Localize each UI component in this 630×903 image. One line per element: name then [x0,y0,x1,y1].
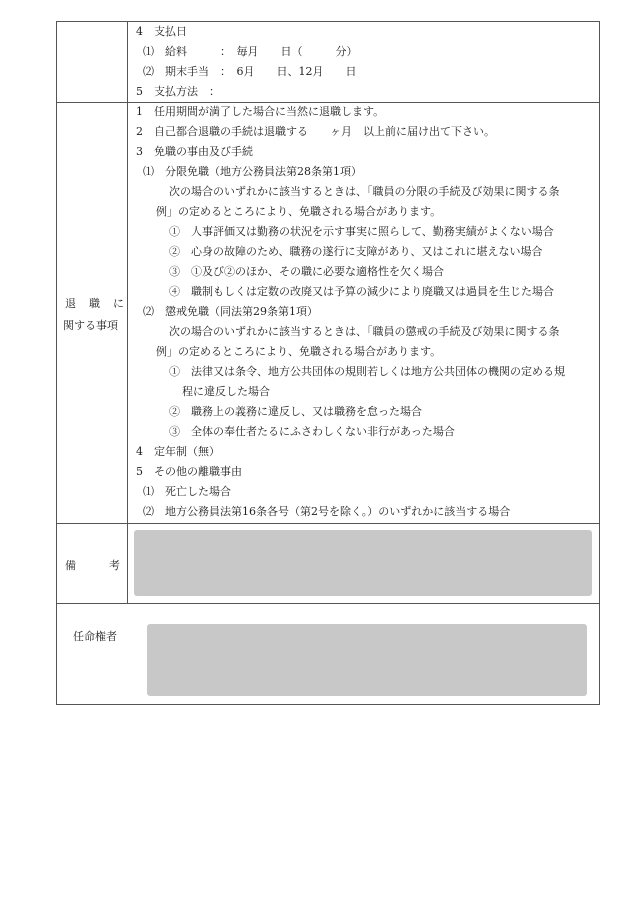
retirement-item: 程に違反した場合 [182,385,270,398]
payment-day-heading: 4 支払日 [136,25,187,38]
retirement-item: ① 人事評価又は勤務の状況を示す事実に照らして、勤務実績がよくない場合 [169,225,554,238]
retirement-item: 2 自己都合退職の手続は退職する ヶ月 以上前に届け出て下さい。 [136,125,495,138]
retirement-item: ③ ①及び②のほか、その職に必要な適格性を欠く場合 [169,265,444,278]
appointer-label: 任命権者 [73,630,117,643]
salary-pay-line: ⑴ 給料 ： 毎月 日（ 分） [143,45,358,58]
row-divider [57,523,599,524]
retirement-item: 例」の定めるところにより、免職される場合があります。 [156,205,442,218]
retirement-item: ⑵ 懲戒免職（同法第29条第1項） [143,305,318,318]
retirement-item: ⑴ 死亡した場合 [143,485,231,498]
retirement-label-line1: 退 職 に [65,297,125,310]
retirement-item: ① 法律又は条令、地方公共団体の規則若しくは地方公共団体の機関の定める規 [169,365,565,378]
retirement-item: ② 職務上の義務に違反し、又は職務を怠った場合 [169,405,422,418]
retirement-item: 例」の定めるところにより、免職される場合があります。 [156,345,442,358]
employment-conditions-form [56,21,600,705]
retirement-item: ⑴ 分限免職（地方公務員法第28条第1項） [143,165,362,178]
column-divider [127,22,128,603]
remarks-label: 備 考 [65,559,120,572]
row-divider [57,603,599,604]
payment-method-line: 5 支払方法 ： [136,85,220,98]
retirement-item: ④ 職制もしくは定数の改廃又は予算の減少により廃職又は過員を生じた場合 [169,285,554,298]
retirement-item: 1 任用期間が満了した場合に当然に退職します。 [136,105,385,118]
retirement-item: 3 免職の事由及び手続 [136,145,253,158]
retirement-item: ⑵ 地方公務員法第16条各号（第2号を除く。）のいずれかに該当する場合 [143,505,511,518]
retirement-item: 4 定年制（無） [136,445,220,458]
retirement-item: ② 心身の故障のため、職務の遂行に支障があり、又はこれに堪えない場合 [169,245,543,258]
retirement-item: 次の場合のいずれかに該当するときは、「職員の懲戒の手続及び効果に関する条 [169,325,560,338]
retirement-label-line2: 関する事項 [63,319,118,332]
retirement-item: 次の場合のいずれかに該当するときは、「職員の分限の手続及び効果に関する条 [169,185,560,198]
retirement-item: ③ 全体の奉仕者たるにふさわしくない非行があった場合 [169,425,455,438]
remarks-content [134,530,592,596]
appointer-content [147,624,587,696]
retirement-item: 5 その他の離職事由 [136,465,242,478]
bonus-pay-line: ⑵ 期末手当 ： 6月 日、12月 日 [143,65,357,78]
